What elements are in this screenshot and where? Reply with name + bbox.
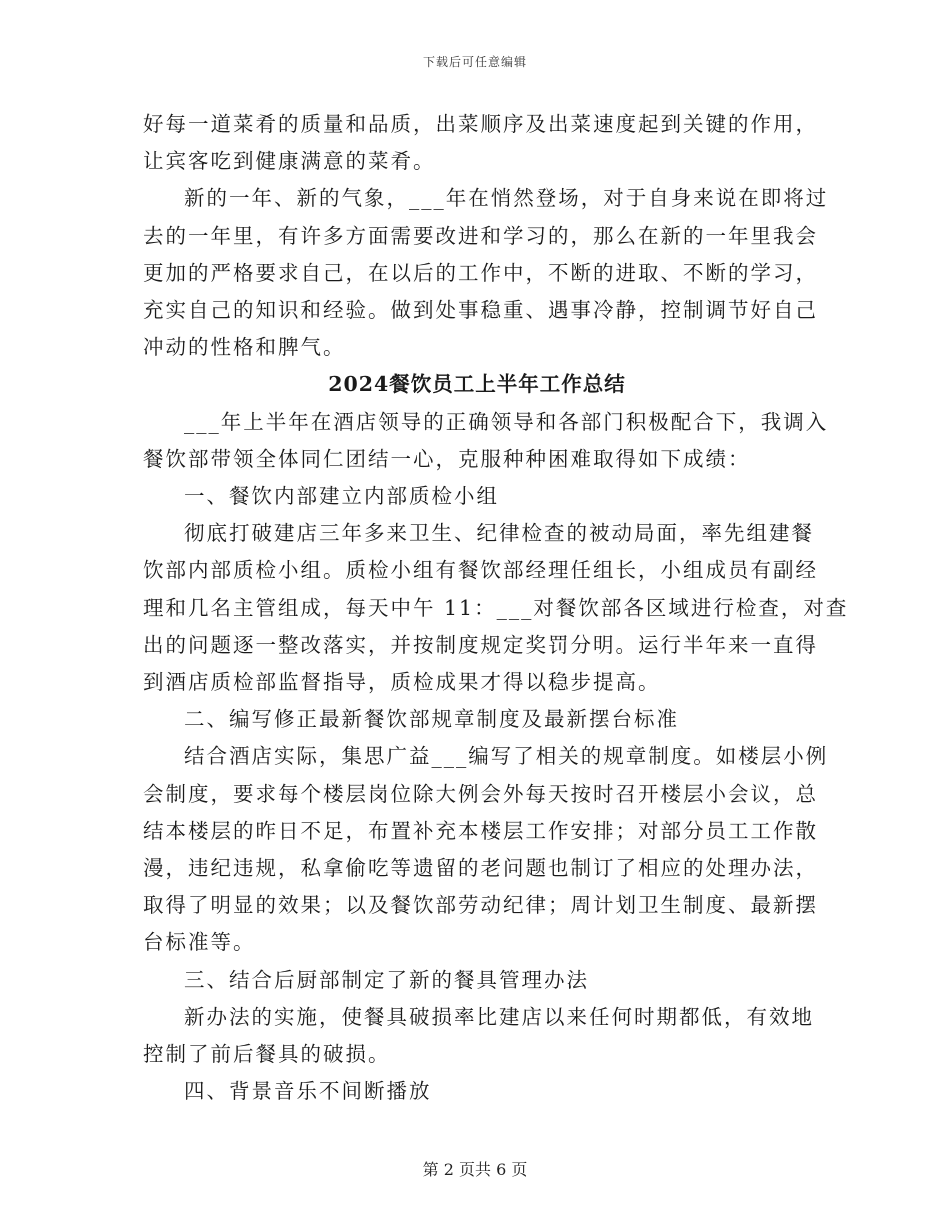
paragraph-item-3 <box>143 999 814 1073</box>
paragraph-continuation <box>143 106 818 180</box>
text-line: 取得了明显的效果；以及餐饮部劳动纪律；周计划卫生制度、最新摆 <box>143 893 818 918</box>
text-line: 漫，违纪违规，私拿偷吃等遗留的老问题也制订了相应的处理办法， <box>143 856 818 881</box>
paragraph-item-2 <box>143 738 829 961</box>
text-line: 四、背景音乐不间断播放 <box>184 1079 432 1104</box>
text-line: 二、编写修正最新餐饮部规章制度及最新摆台标准 <box>184 707 679 732</box>
text-line: 理和几名主管组成，每天中午 11：___对餐饮部各区域进行检查，对查 <box>143 595 849 620</box>
text-line: ___年上半年在酒店领导的正确领导和各部门积极配合下，我调入 <box>184 409 829 434</box>
text-line: 充实自己的知识和经验。做到处事稳重、遇事冷静，控制调节好自己 <box>143 298 818 323</box>
text-line: 出的问题逐一整改落实，并按制度规定奖罚分明。运行半年来一直得 <box>143 632 818 657</box>
page-footer: 第 2 页共 6 页 <box>422 1160 528 1179</box>
section-title: 2024餐饮员工上半年工作总结 <box>328 372 626 397</box>
text-line: 会制度，要求每个楼层岗位除大例会外每天按时召开楼层小会议，总 <box>143 781 818 806</box>
text-line: 新的一年、新的气象，___年在悄然登场，对于自身来说在即将过 <box>184 186 829 211</box>
text-line: 饮部内部质检小组。质检小组有餐饮部经理任组长，小组成员有副经 <box>143 558 818 583</box>
text-line: 一、餐饮内部建立内部质检小组 <box>184 484 499 509</box>
text-line: 新办法的实施，使餐具破损率比建店以来任何时期都低，有效地 <box>184 1004 814 1029</box>
text-line: 控制了前后餐具的破损。 <box>143 1042 391 1067</box>
heading-item-3 <box>143 962 811 999</box>
text-line: 三、结合后厨部制定了新的餐具管理办法 <box>184 967 589 992</box>
paragraph-intro <box>143 404 829 478</box>
paragraph-new-year <box>143 180 829 366</box>
heading-item-1 <box>143 478 811 515</box>
text-line: 让宾客吃到健康满意的菜肴。 <box>143 149 436 174</box>
text-line: 结合酒店实际，集思广益___编写了相关的规章制度。如楼层小例 <box>184 744 829 769</box>
document-body <box>143 106 849 1110</box>
page-header: 下载后可任意编辑 <box>422 55 527 69</box>
text-line: 冲动的性格和脾气。 <box>143 335 346 360</box>
text-line: 去的一年里，有许多方面需要改进和学习的，那么在新的一年里我会 <box>143 223 818 248</box>
text-line: 好每一道菜肴的质量和品质，出菜顺序及出菜速度起到关键的作用， <box>143 112 818 136</box>
paragraph-item-1 <box>143 515 849 701</box>
text-line: 到酒店质检部监督指导，质检成果才得以稳步提高。 <box>143 670 661 695</box>
text-line: 结本楼层的昨日不足，布置补充本楼层工作安排；对部分员工工作散 <box>143 818 818 843</box>
heading-item-2 <box>143 701 811 738</box>
text-line: 台标准等。 <box>143 930 256 955</box>
text-line: 彻底打破建店三年多来卫生、纪律检查的被动局面，率先组建餐 <box>184 521 814 546</box>
text-line: 餐饮部带领全体同仁团结一心，克服种种困难取得如下成绩： <box>143 446 751 471</box>
text-line: 更加的严格要求自己，在以后的工作中，不断的进取、不断的学习， <box>143 260 818 285</box>
heading-item-4 <box>143 1073 811 1110</box>
